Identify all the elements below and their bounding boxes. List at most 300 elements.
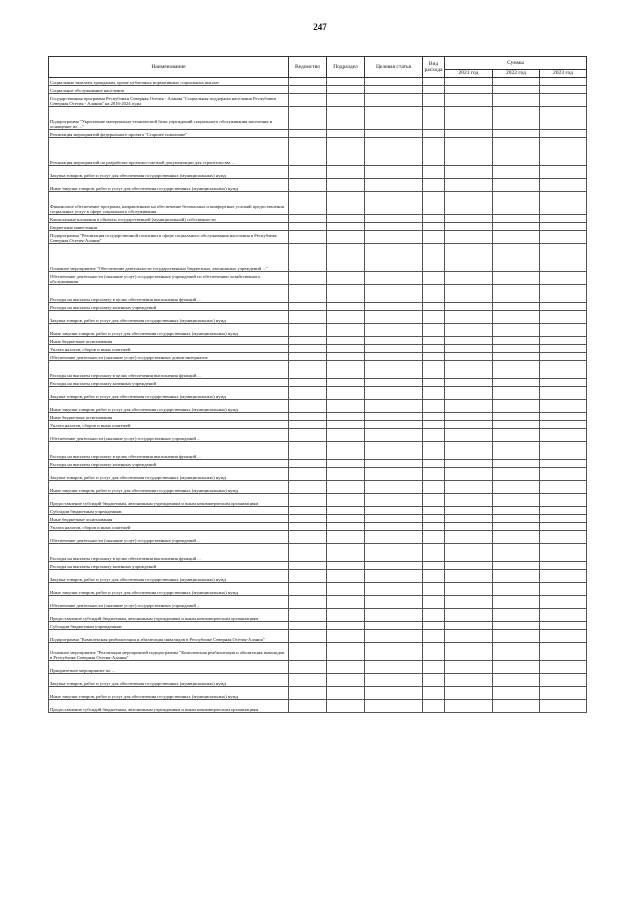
row-ved [289,562,327,570]
table-row [49,179,587,192]
table-row [49,622,587,630]
row-podrazdel [327,460,365,468]
row-vid [423,429,445,442]
row-name: Расходы на выплаты персоналу в целях обеспечения выполнения функций ... [49,544,289,562]
row-name: Иные бюджетные ассигнования [49,337,289,345]
row-ved [289,353,327,361]
row-podrazdel [327,244,365,272]
row-target [365,643,423,661]
row-sum-2023 [540,544,587,562]
page-number: 247 [313,22,327,32]
row-ved [289,107,327,130]
row-ved [289,421,327,429]
row-vid [423,138,445,166]
row-sum-2023 [540,661,587,674]
row-sum-2022 [493,421,540,429]
row-target [365,345,423,353]
row-podrazdel [327,570,365,583]
row-target [365,523,423,531]
row-podrazdel [327,700,365,713]
row-vid [423,523,445,531]
row-target [365,421,423,429]
row-sum-2022 [493,78,540,86]
row-sum-2022 [493,700,540,713]
row-sum-2022 [493,86,540,94]
row-target [365,231,423,244]
row-sum-2022 [493,507,540,515]
row-name: Социальное обслуживание населения [49,86,289,94]
row-target [365,460,423,468]
row-sum-2021 [445,215,493,223]
row-sum-2023 [540,166,587,179]
row-target [365,413,423,421]
row-ved [289,94,327,107]
row-ved [289,413,327,421]
row-vid [423,192,445,215]
row-name: Закупка товаров, работ и услуг для обеспечения государственных (муниципальных) нужд [49,468,289,481]
row-ved [289,138,327,166]
row-sum-2023 [540,442,587,460]
row-sum-2023 [540,531,587,544]
table-row [49,674,587,687]
row-sum-2022 [493,622,540,630]
row-sum-2023 [540,311,587,324]
row-target [365,223,423,231]
header-podrazdel: Подраздел [327,57,365,78]
row-name: Подпрограмма "Реализация государственной политики в сфере социального обслуживания населения в Республике Северная Осетия-Алания" [49,231,289,244]
row-target [365,192,423,215]
row-sum-2022 [493,166,540,179]
row-vid [423,531,445,544]
row-target [365,272,423,285]
row-sum-2023 [540,622,587,630]
row-sum-2022 [493,515,540,523]
row-podrazdel [327,622,365,630]
table-row [49,583,587,596]
table-row [49,544,587,562]
row-sum-2021 [445,531,493,544]
row-sum-2021 [445,609,493,622]
row-ved [289,311,327,324]
row-target [365,596,423,609]
row-ved [289,630,327,643]
row-ved [289,231,327,244]
table-row [49,86,587,94]
row-name: Закупка товаров, работ и услуг для обеспечения государственных (муниципальных) нужд [49,311,289,324]
row-sum-2023 [540,523,587,531]
row-sum-2021 [445,353,493,361]
row-sum-2022 [493,523,540,531]
row-ved [289,609,327,622]
row-sum-2021 [445,494,493,507]
row-vid [423,179,445,192]
row-sum-2022 [493,442,540,460]
row-ved [289,460,327,468]
row-podrazdel [327,285,365,303]
table-row [49,413,587,421]
row-ved [289,215,327,223]
table-row [49,272,587,285]
row-vid [423,583,445,596]
row-name: Расходы на выплаты персоналу в целях обеспечения выполнения функций ... [49,361,289,379]
row-sum-2023 [540,353,587,361]
row-target [365,661,423,674]
row-podrazdel [327,494,365,507]
table-row [49,311,587,324]
row-sum-2021 [445,361,493,379]
row-sum-2023 [540,231,587,244]
row-ved [289,481,327,494]
row-sum-2021 [445,130,493,138]
row-ved [289,507,327,515]
row-podrazdel [327,421,365,429]
row-podrazdel [327,166,365,179]
row-podrazdel [327,400,365,413]
row-sum-2021 [445,630,493,643]
budget-table [48,56,587,713]
row-vid [423,494,445,507]
row-sum-2022 [493,130,540,138]
row-sum-2022 [493,596,540,609]
row-ved [289,379,327,387]
row-sum-2023 [540,674,587,687]
row-sum-2023 [540,223,587,231]
row-sum-2022 [493,570,540,583]
row-sum-2023 [540,387,587,400]
row-sum-2021 [445,700,493,713]
row-sum-2023 [540,494,587,507]
row-name: Финансовое обеспечение программ, направленных на обеспечение безопасных и комфортных условий предоставления социальных услуг в сфере социального обслуживания [49,192,289,215]
row-sum-2022 [493,324,540,337]
header-vid: Вид расхода [423,57,445,78]
row-ved [289,700,327,713]
row-sum-2022 [493,531,540,544]
row-target [365,244,423,272]
row-podrazdel [327,413,365,421]
row-sum-2022 [493,429,540,442]
header-name: Наименование [49,57,289,78]
row-target [365,311,423,324]
row-sum-2021 [445,570,493,583]
header-year-2023: 2023 год [540,70,587,78]
row-sum-2023 [540,429,587,442]
row-sum-2023 [540,272,587,285]
table-row [49,192,587,215]
row-sum-2023 [540,413,587,421]
row-name: Закупка товаров, работ и услуг для обеспечения государственных (муниципальных) нужд [49,387,289,400]
row-sum-2021 [445,345,493,353]
row-vid [423,223,445,231]
row-name: Расходы на выплаты персоналу в целях обеспечения выполнения функций ... [49,285,289,303]
row-name: Основное мероприятие "Реализация мероприятий подпрограммы "Комплексная реабилитация и абилитация инвалидов в Республике Северная Осетия-Алания" [49,643,289,661]
table-row [49,215,587,223]
row-name: Расходы на выплаты персоналу в целях обеспечения выполнения функций ... [49,442,289,460]
row-podrazdel [327,674,365,687]
table-row [49,285,587,303]
row-podrazdel [327,223,365,231]
row-sum-2023 [540,379,587,387]
row-ved [289,86,327,94]
row-ved [289,337,327,345]
row-sum-2021 [445,303,493,311]
row-name: Предоставление субсидий бюджетным, автономным учреждениям и иным некоммерческим организациям [49,609,289,622]
row-name: Закупка товаров, работ и услуг для обеспечения государственных (муниципальных) нужд [49,570,289,583]
row-sum-2023 [540,345,587,353]
row-name: Иные закупки товаров, работ и услуг для обеспечения государственных (муниципальных) нужд [49,179,289,192]
row-podrazdel [327,353,365,361]
row-podrazdel [327,609,365,622]
row-podrazdel [327,138,365,166]
row-name: Закупка товаров, работ и услуг для обеспечения государственных (муниципальных) нужд [49,674,289,687]
row-sum-2021 [445,507,493,515]
row-sum-2023 [540,583,587,596]
row-vid [423,337,445,345]
row-sum-2022 [493,630,540,643]
row-ved [289,674,327,687]
row-podrazdel [327,231,365,244]
row-sum-2023 [540,215,587,223]
row-name: Уплата налогов, сборов и иных платежей [49,523,289,531]
row-sum-2021 [445,192,493,215]
row-ved [289,361,327,379]
row-vid [423,507,445,515]
row-sum-2021 [445,78,493,86]
row-sum-2022 [493,544,540,562]
row-target [365,337,423,345]
row-podrazdel [327,78,365,86]
row-sum-2023 [540,179,587,192]
row-sum-2021 [445,324,493,337]
row-vid [423,481,445,494]
row-ved [289,523,327,531]
header-year-2022: 2022 год [493,70,540,78]
row-podrazdel [327,468,365,481]
row-name: Обеспечение деятельности (оказание услуг) государственных учреждений ... [49,531,289,544]
row-sum-2021 [445,596,493,609]
row-podrazdel [327,643,365,661]
row-sum-2022 [493,107,540,130]
row-target [365,700,423,713]
table-row [49,231,587,244]
row-podrazdel [327,523,365,531]
row-name: Расходы на выплаты персоналу казенных учреждений [49,460,289,468]
table-row [49,531,587,544]
row-ved [289,583,327,596]
table-row [49,324,587,337]
row-podrazdel [327,481,365,494]
row-name: Бюджетные инвестиции [49,223,289,231]
table-row [49,421,587,429]
row-vid [423,421,445,429]
row-vid [423,345,445,353]
row-vid [423,460,445,468]
row-name: Уплата налогов, сборов и иных платежей [49,345,289,353]
table-row [49,562,587,570]
row-target [365,303,423,311]
row-sum-2021 [445,583,493,596]
row-vid [423,674,445,687]
row-vid [423,285,445,303]
row-sum-2023 [540,192,587,215]
row-vid [423,413,445,421]
row-podrazdel [327,192,365,215]
table-row [49,379,587,387]
row-vid [423,544,445,562]
row-sum-2021 [445,442,493,460]
row-sum-2022 [493,494,540,507]
row-sum-2023 [540,107,587,130]
table-row [49,596,587,609]
row-sum-2021 [445,687,493,700]
row-name: Закупка товаров, работ и услуг для обеспечения государственных (муниципальных) нужд [49,166,289,179]
row-sum-2022 [493,244,540,272]
table-row [49,481,587,494]
row-sum-2023 [540,515,587,523]
row-ved [289,345,327,353]
row-target [365,379,423,387]
row-vid [423,442,445,460]
row-sum-2021 [445,468,493,481]
row-sum-2022 [493,481,540,494]
row-ved [289,324,327,337]
row-sum-2021 [445,94,493,107]
row-ved [289,622,327,630]
row-sum-2021 [445,107,493,130]
row-vid [423,244,445,272]
table-row [49,166,587,179]
row-podrazdel [327,507,365,515]
row-sum-2021 [445,337,493,345]
row-vid [423,107,445,130]
row-sum-2021 [445,285,493,303]
row-sum-2022 [493,179,540,192]
row-sum-2022 [493,285,540,303]
row-sum-2023 [540,562,587,570]
row-vid [423,700,445,713]
row-sum-2021 [445,413,493,421]
row-podrazdel [327,86,365,94]
row-ved [289,179,327,192]
row-vid [423,324,445,337]
row-target [365,544,423,562]
row-podrazdel [327,179,365,192]
row-target [365,531,423,544]
row-sum-2023 [540,303,587,311]
table-row [49,400,587,413]
row-podrazdel [327,661,365,674]
row-name: Субсидии бюджетным учреждениям [49,507,289,515]
row-target [365,387,423,400]
row-vid [423,361,445,379]
row-sum-2022 [493,345,540,353]
row-vid [423,609,445,622]
row-vid [423,379,445,387]
row-sum-2023 [540,468,587,481]
row-name: Иные закупки товаров, работ и услуг для обеспечения государственных (муниципальных) нужд [49,687,289,700]
row-podrazdel [327,215,365,223]
row-sum-2022 [493,413,540,421]
row-sum-2022 [493,460,540,468]
row-vid [423,303,445,311]
row-sum-2021 [445,179,493,192]
table-row [49,494,587,507]
row-name: Обеспечение деятельности (оказание услуг) государственных домов-интернатов [49,353,289,361]
row-name: Основное мероприятие "Обеспечение деятельности государственных бюджетных, автономных учреждений ..." [49,244,289,272]
row-sum-2022 [493,337,540,345]
row-vid [423,570,445,583]
row-sum-2021 [445,523,493,531]
row-podrazdel [327,303,365,311]
row-vid [423,622,445,630]
row-name: Иные бюджетные ассигнования [49,515,289,523]
row-target [365,687,423,700]
row-target [365,400,423,413]
table-row [49,687,587,700]
table-body [49,78,587,713]
row-name: Уплата налогов, сборов и иных платежей [49,421,289,429]
row-podrazdel [327,544,365,562]
table-row [49,107,587,130]
row-ved [289,166,327,179]
row-podrazdel [327,272,365,285]
row-sum-2023 [540,460,587,468]
row-ved [289,400,327,413]
row-vid [423,166,445,179]
row-target [365,107,423,130]
table-row [49,78,587,86]
row-name: Субсидии бюджетным учреждениям [49,622,289,630]
row-sum-2021 [445,421,493,429]
row-target [365,324,423,337]
row-sum-2021 [445,481,493,494]
table-row [49,353,587,361]
row-sum-2023 [540,86,587,94]
row-vid [423,387,445,400]
row-name: Обеспечение деятельности (оказание услуг) государственных учреждений ... [49,429,289,442]
table-row [49,337,587,345]
row-vid [423,353,445,361]
row-name: Подпрограмма "Укрепление материально-технической базы учреждений социального обслуживания населения и оснащение их ..." [49,107,289,130]
table-row [49,460,587,468]
table-row [49,570,587,583]
row-target [365,361,423,379]
row-sum-2023 [540,421,587,429]
row-sum-2021 [445,622,493,630]
row-sum-2021 [445,400,493,413]
row-podrazdel [327,337,365,345]
row-name: Приоритетное мероприятие по ... [49,661,289,674]
row-target [365,622,423,630]
row-target [365,285,423,303]
row-podrazdel [327,311,365,324]
row-target [365,138,423,166]
row-name: Предоставление субсидий бюджетным, автономным учреждениям и иным некоммерческим организациям [49,700,289,713]
row-sum-2021 [445,387,493,400]
row-target [365,609,423,622]
row-sum-2022 [493,468,540,481]
row-sum-2022 [493,303,540,311]
row-target [365,353,423,361]
row-vid [423,311,445,324]
row-target [365,468,423,481]
row-sum-2021 [445,379,493,387]
row-sum-2022 [493,215,540,223]
row-target [365,442,423,460]
row-sum-2021 [445,86,493,94]
row-sum-2021 [445,429,493,442]
row-sum-2021 [445,544,493,562]
row-name: Иные закупки товаров, работ и услуг для обеспечения государственных (муниципальных) нужд [49,481,289,494]
